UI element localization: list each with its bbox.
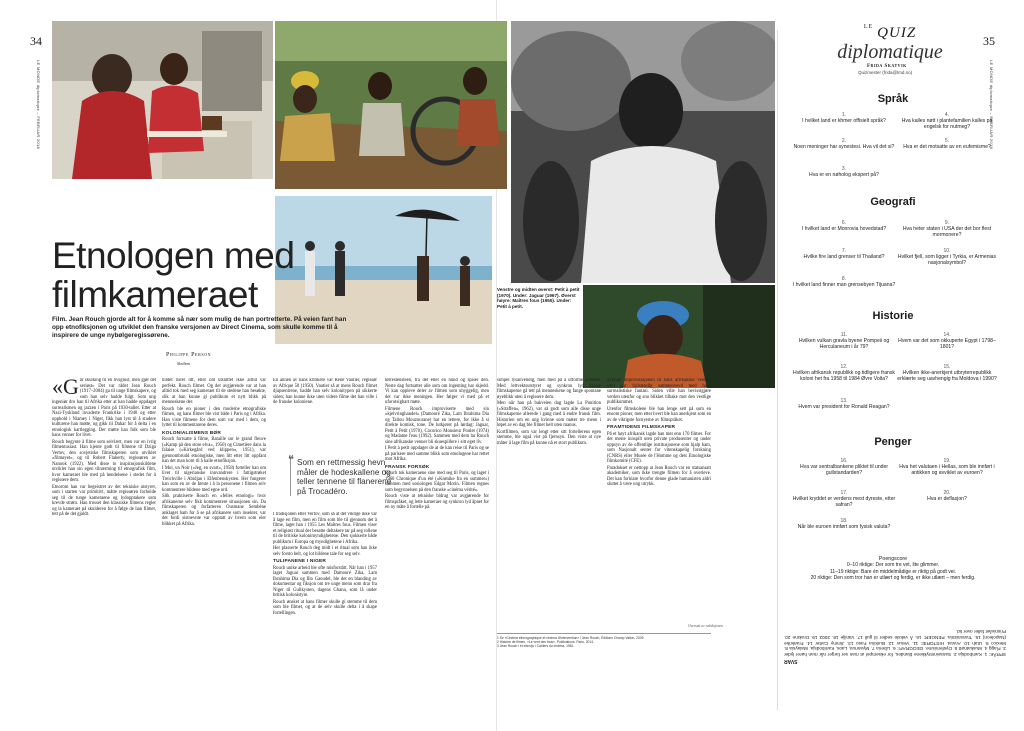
quiz-question	[790, 276, 898, 288]
question-text: Hvilke fire land grenser til Thailand?	[803, 254, 885, 261]
column-6-paragraph: På et høyt afrikansk lagde han mer enn 170 filmer. For det meste innspilt uten private produsenter og under oppsyn av de offentlige institusjonene som hjalp ham, som Nasjonalt senter for vitenskapelig forskning (CNRS) eller Musée de l'Homme og dets Etnologiske filmkomité (CFE).	[607, 431, 711, 464]
question-text: Hva het valutaen i Hellas, som ble innført i antikken og avviklet av euroen?	[899, 464, 995, 477]
question-number: 11.	[840, 332, 848, 338]
scoring-title: Poengscore	[878, 556, 908, 562]
column-5-paragraph: Kortfilmen, som var lengt etter sitt fortellerens egen stemme, ble også vist på fjernsyn. Den viste at nye måter å lage film på kunne nå et stort publikum.	[497, 429, 601, 446]
quiz-question	[893, 112, 1001, 131]
quiz-question	[790, 138, 898, 150]
column-6-paragraph: Utenfor filmskolene ble han lenge sett på som en ensom pioner, men etter hvert ble han anerkjent som en av de viktigste fornyerne av filmspråket.	[607, 406, 711, 423]
column-3-paragraph: I tradisjonen etter Vertov, som så at det viktige ikke var å lage en film, men en film som ble til gjennom det å filme, laget han i 1955 Les Maîtres fous. Filmen viser et religiøst ritual der besatte deltakere tar på seg rollene til de britiske kolonimyndighetene. Den sjokkerte både publikum i Europa og myndighetene i Afrika.	[273, 512, 377, 545]
article-column-4	[385, 378, 489, 713]
question-number: 9.	[944, 220, 950, 226]
quiz-logo-word: QUIZ	[877, 25, 917, 41]
pullquote-text: Som en rettmessig hevn måler de hodeskallene og teller tennene til flanerene på Trocadéro.	[297, 458, 392, 496]
quiz-question	[893, 138, 1001, 150]
headline-line-2: filmkameraet	[52, 274, 258, 315]
column-4-paragraph: Rouch tok kameraene sine med seg til Paris, og laget i 1960 Chronique d'un été («Krønike fra en sommer») sammen med sosiologen Edgar Morin. Filmen regnes som begynnelsen på den franske «cinéma vérité».	[385, 471, 489, 493]
column-1-paragraph: Rouch begynte å filme som selvlært, men var en ivrig filmentusiast. Han kjente godt til filmene til Dziga Vertov, den sovjetiske filmskaperen som utviklet «filmøyet», og til Robert Flaherty, regissøren av Nanook (1922). Med disse to inspirasjonskildene utviklet han sin egen tilnærming til etnografisk film, hvor kameraet ble med på hendelsene i stedet for å regissere dem.	[52, 439, 156, 483]
quiz-section-title: Geografi	[870, 196, 916, 208]
subheading-tulipanene-i-niger: TULIPANENE I NIGER	[273, 559, 327, 564]
quiz-question	[893, 248, 1001, 267]
photo-portrait-bw	[511, 21, 775, 283]
column-1-paragraph: år skulking til en livsgnist, men gjør det seriøst» Det var rådet Jean Rouch (1917–2004) ga til unge filmskapere, og som han selv hadde fulgt. Som ung ingeniør dro han til Afrika etter at han hadde oppdaget surrealismen og jazzen i Paris på 1930-tallet. Etter at Nazi-Tyskland invaderte Frankrike i 1940 og etter opphold i Niamey i Niger, fikk han lyst til å studere kulturene han møtte, og gikk til Dakar for å delta i en etnologisk kartlegging. Der møtte han folk som ble hans venner for livet.	[52, 378, 156, 438]
quote-mark-icon: ❝	[288, 454, 294, 466]
quiz-question	[893, 364, 1001, 383]
quiz-section-title: Penger	[874, 436, 912, 448]
side-note-left: LE MONDE diplomatique – FEBRUAR 2018	[36, 60, 41, 150]
question-text: Hva er en nøholog ekspert på?	[809, 172, 879, 179]
question-text: Hva heter staten i USA der det bor flest mormonere?	[902, 226, 992, 239]
quiz-question	[893, 220, 1001, 239]
question-number: 17.	[840, 490, 848, 496]
question-number: 6.	[841, 220, 847, 226]
question-number: 12.	[840, 364, 848, 370]
question-text: Noen meninger har synestesi. Hva vil det si?	[793, 144, 895, 151]
scoring-line: 0–10 riktige: Der som tre vet, lite glimmer.	[846, 562, 940, 569]
quiz-question	[893, 332, 1001, 351]
article-column-5	[497, 378, 601, 628]
photo-cafe-women	[52, 21, 273, 179]
question-text: Hvilket fjell, som ligger i Tyrkia, er Armenias nasjonalsymbol?	[897, 254, 997, 267]
quiz-logo	[820, 24, 960, 62]
scoring-line: 11–19 riktige: Bare én middelmådige er riktig på godt vei.	[829, 568, 957, 575]
question-number: 3.	[841, 166, 847, 172]
article-dropcap: «G	[52, 378, 79, 399]
side-note-right: LE MONDE diplomatique – FEBRUAR 2018	[989, 60, 994, 150]
column-2-paragraph: Rouch ble en pioner i den moderne etnografiske filmen, og hans filmer ble vist både i Paris og i Afrika. Han viste filmene for dem som var med i dem, og lyttet til kommentarene deres.	[162, 406, 266, 428]
answers-text: SPRÅK: 1. Kambodsja 2. Sanseinntrykkene blandes, for eksempel at man ser farger når man hører lyder 3. Flagg 4. Muskatnøtt 5. Dysfemisme. GEOGRAFI: 6. Liberia 7. Myanmar, Laos, Kambodsja, Malaysia 8. Mexico 9. Utah 10. Ararat. HISTORIE: 11. Vesuv 12. Burkina Faso 13. Jimmy Carter 14. Frankrike (Napoleon) 15. Transnistria. PENGER: 16. Å veksle sedler til gull 17. Vanilje 18. 2002 19. Drakme 20. Prisnivået faller over tid.	[784, 628, 1006, 657]
quiz-question	[790, 332, 898, 351]
column-4-paragraph: I Petit à petit oppdager de at de kan reise til Paris og se på parisere med samme blikk som etnologene har rettet mot Afrika.	[385, 446, 489, 462]
article-byline-role: Skribent	[177, 361, 191, 366]
article-headline	[52, 236, 300, 314]
quiz-question	[790, 518, 898, 530]
question-number: 16.	[840, 458, 848, 464]
column-2-paragraph: Rouch fortsatte å filme, Bataille sur le grand fleuve («Kamp på den store elva», 1950) og Cimetière dans la falaise («Kirkegård ved klippen», 1951), var gjennombrudd etnologiske, men litt etter litt oppfant han det man kom til å kalle etnofiksjon.	[162, 437, 266, 464]
article-footnotes	[497, 633, 711, 649]
question-text: Når ble euroen innført som fysisk valuta?	[797, 524, 891, 531]
question-text: Hvilken ikke-anerkjent utbryterrepublikk erklærte seg uavhengig fra Moldova i 1990?	[897, 370, 997, 383]
question-number: 1.	[841, 112, 847, 118]
question-number: 19.	[943, 458, 951, 464]
quiz-question	[790, 112, 898, 124]
footnote: 1 Se «Cinéma ethnographique et cinéma d'intervention» i Jean Rouch, Éditions Champ Vallon, 2009.	[497, 636, 645, 640]
question-text: Hvem var det som okkuperte Egypt i 1798–1801?	[898, 338, 996, 351]
quiz-scoring	[783, 556, 1003, 582]
quiz-column-rule	[777, 30, 778, 710]
quiz-question	[790, 364, 898, 383]
quiz-email: Quizmester (frida@lmd.no)	[858, 70, 913, 75]
quiz-question	[790, 248, 898, 260]
column-6-paragraph: Paradokset er nettopp at Jean Rouch var en statsansatt akademiker, som ikke trengte filmen for å overleve. Det kan forklare hvorfor denne glade humanisten aldri sluttet å være ung utrykk.	[607, 465, 711, 487]
quiz-question	[790, 220, 898, 232]
photo-caption: Venstre og midten øverst: Petit à petit (1970). Under: Jaguar (1967). Øverst høyre: Maîtres fous (1955). Under: Petit à petit.	[497, 287, 580, 309]
article-column-3-top	[273, 378, 377, 456]
footnote: 2 Histoire de filmen, «Le vent des fous», Publications, Paris, 2014.	[497, 639, 594, 644]
quiz-author: Frida Skatvik	[867, 64, 907, 69]
quiz-question	[790, 398, 898, 410]
question-text: Hvilken vulkan gravla byene Pompeii og Herculaneum i år 79?	[798, 338, 890, 351]
quiz-logo-le: LE	[863, 24, 874, 30]
question-number: 18.	[840, 518, 848, 524]
column-6-paragraph: dyktige improvisasjonen til hans afrikanske venner, som var fullstendig sammenvevd med hans surrealistiske fantasi. Siden ville han bevisstgjøre verden utenfor og snu blikket tilbake mot den vestlige publikummet.	[607, 378, 711, 405]
question-number: 7.	[841, 248, 847, 254]
quiz-question	[790, 166, 898, 178]
photo-car-passengers	[275, 21, 507, 189]
subheading-kolonialismens-bor: KOLONIALISMENS BØR	[162, 430, 222, 436]
column-4-paragraph: Filmene Rouch improviserte med sin «kjelvringhandel» (Damouré Zika, Lam Ibrahima Dia og Tallou Mouzourane) har en lettere, for ikke å si direkte komisk, tone. De lutkjører på lørdag: Jaguar, Petit à Petit (1970), Cocorico Monsieur Poulet (1974) og Madame l'eau (1992). Sammen med dem lar Rouch sine afrikanske venner bli skuespillere i sitt eget liv.	[385, 406, 489, 445]
article-column-6	[607, 378, 711, 622]
question-number: 13.	[840, 398, 848, 404]
column-2-paragraph: Slik praktiserte Rouch en «felles etnologi» hvor afrikanerne selv fikk kommentere situasjonen sin. Da filmskaperen og forfatteren Ousmane Sembène anklaget ham for å se på afrikanere som insekter, var det fordi sistnevnte var opptatt av hvem som eier blikket på Afrika.	[162, 494, 266, 527]
column-4-paragraph: Rouch viste at tekniske bidrag var avgjørende for filmspråket, og lette kameraer og synkron lyd åpnet for en ny måte å fortelle på.	[385, 494, 489, 510]
column-5-paragraph: simpel lysanvendig, men med på å utforme scenene. Med lettvektsutstyret og synkron lyd kunne filmskaperne gå tett på menneskene og fange spontane øyeblikk uten å regissere dem.	[497, 378, 601, 400]
question-number: 14.	[943, 332, 951, 338]
question-number: 8.	[841, 276, 847, 282]
column-3-paragraph: Her plasserte Rouch deg midt i et ritual som han ikke selv forsto helt, og lot bildene tale for seg selv.	[273, 546, 377, 557]
quiz-question	[790, 490, 898, 509]
quiz-question	[790, 458, 898, 477]
translation-credit: Oversatt av redaksjonen	[688, 624, 723, 628]
quiz-question	[893, 490, 1001, 502]
quiz-logo-name: diplomatique	[837, 41, 943, 63]
question-text: Hva kalles nøtt i plantefamilien kalles på engelsk for nutmeg?	[901, 118, 993, 131]
subheading-framtidens-filmskaper: FRAMTIDENS FILMSKAPER	[607, 425, 676, 430]
page-number-right: 35	[983, 34, 995, 48]
quiz-section-title: Språk	[877, 93, 909, 105]
photo-woman-headwrap	[583, 285, 775, 388]
column-3-paragraph: Rouch unike arbeid ble ofte misforstått. Når han i 1957 laget Jaguar sammen med Damouré Zika, Lam Ibrahima Dia og Illo Gaoudel, ble det en blanding av dokumentar og fiksjon om tre unge menn som drar fra Niger til Gullkysten, dagens Ghana, som lå under britisk kolonistyre.	[273, 565, 377, 598]
question-text: Hva er deflasjon?	[927, 496, 967, 503]
question-number: 5.	[944, 138, 950, 144]
question-number: 2.	[841, 138, 847, 144]
column-2-paragraph: bildet rister litt, eller om utsnittet ikke alltid var perfekt. Rouch filmet. Og det avgjørende var at han alltid tok med seg kameraet til de stedene han besøkte, slik at han kunne gi publikum et nytt blikk på menneskene der.	[162, 378, 266, 405]
question-text: Hvem var president for Ronald Reagan?	[798, 404, 890, 411]
scoring-line: 20 riktige: Den som tror han er utlært og ferdig, er ikke utlært – men ferdig.	[810, 575, 976, 582]
article-pullquote	[288, 454, 398, 496]
quiz-answers-upside-down	[784, 628, 1006, 663]
article-column-2	[162, 378, 266, 713]
column-3-paragraph: En annen av hans kritikere var René Vautier, regissør av Afrique 50 (1950). Vautier så at mens Rouch filmet djupsentrene, hadde han selv kolonitypen på sikkerte siden; han kunne ikke uten videre filme det han ville i de franske koloniene.	[273, 378, 377, 405]
column-2-paragraph: I Moi, un Noir («Jeg, en svart», 1958) forteller han om livet til nigerianske innvandrere i fattigstrøket Treichville i Abidjan i Elfenbenskysten. Her fungerer han som en av de første i å la personene i filmen selv kommentere bildene med egne ord.	[162, 465, 266, 493]
answers-label: SVAR	[784, 657, 798, 664]
column-5-paragraph: Men når han på bakveien dag lagde La Punition («Straffen», 1962), var så godt som alle disse unge filmskaperne allerede i gang med å endre fransk film. Historien om en ung kvinne som møter tre menn i løpet av en dag ble filmet helt uten manus.	[497, 401, 601, 428]
question-text: Hva er det motsatte av en eufemisme?	[903, 144, 991, 151]
article-byline: Philippe Person	[166, 352, 212, 358]
quiz-question	[893, 458, 1001, 477]
column-1-paragraph: Etnorom han var begeistret av det tekniske utstyret, som i starten var primitivt, måtte regissøren forholde seg til de tunge kameraene og lydopptakere som krevde strøm. Han trosset den klassiske filmens regler og la kameraet på skulderen for å følge de han filmet, tett på de det gjaldt.	[52, 484, 156, 517]
question-text: I hvilket land finner man grensebyen Tijuana?	[792, 282, 896, 289]
question-text: Hvilken afrikansk republikk og tidligere fransk koloni het fra 1958 til 1984 Øvre Volta?	[793, 370, 895, 383]
footnote: 3 Jean Rouch i et intervju i Cahiers du cinéma, 1981.	[497, 643, 575, 648]
column-3-paragraph: Rouch ønsket at hans filmer skulle gi stemme til dem som ble filmet, og at de selv skulle delta i å skape fortellingen.	[273, 599, 377, 616]
article-column-1	[52, 378, 156, 713]
quiz-section-title: Historie	[872, 310, 914, 322]
question-number: 20.	[943, 490, 951, 496]
column-4-paragraph: tørrestensteen, fra det eller en hund og spiser den. Neste dag fortsatter alle som om ingenting har skjedd. Vi kan oppleve deler av filmen som uhyggelig, men det var ikke meningen. Her følger vi med på et uforutsigbart møte.	[385, 378, 489, 405]
article-lead: Film. Jean Rouch gjorde alt for å komme så nær som mulig de han portretterte. På veien fant han opp etnofiksjonen og utviklet den franske versjonen av Direct Cinema, som skulle komme til å inspirere de unge nybølgeregissørene.	[52, 316, 347, 340]
headline-line-1: Etnologen med	[52, 235, 295, 276]
question-number: 4.	[944, 112, 950, 118]
question-number: 10.	[943, 248, 951, 254]
question-text: Hvilket kryddet er verdens mest dyreste, etter safran?	[792, 496, 896, 509]
subheading-fransk-forsok: FRANSK FORSØK	[385, 464, 430, 470]
question-text: I hvilket land er khmer offisielt språk?	[802, 118, 886, 125]
page-number-left: 34	[30, 34, 42, 48]
article-column-3-bottom	[273, 512, 377, 712]
question-text: Hva var sentralbankene pliktet til under gullstandarden?	[799, 464, 889, 477]
question-text: I hvilket land er Monrovia hovedstad?	[801, 226, 887, 233]
question-number: 15.	[943, 364, 951, 370]
